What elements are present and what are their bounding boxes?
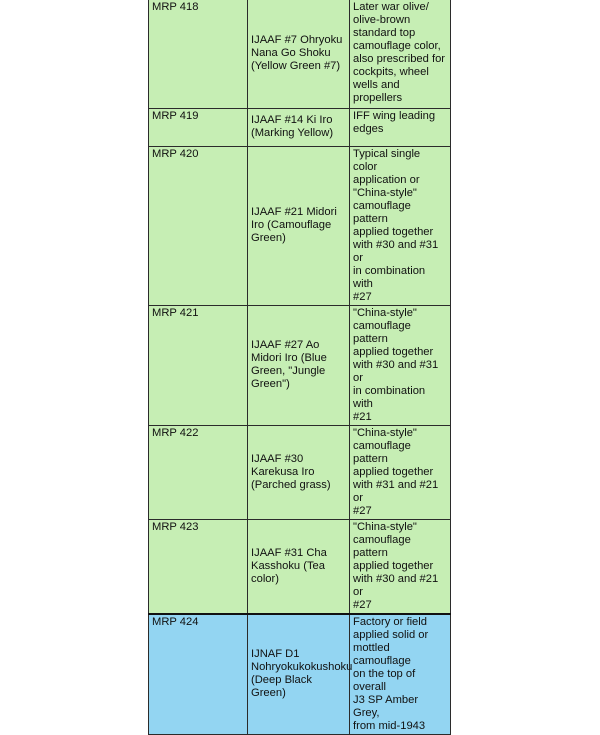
paint-code-cell: MRP 424	[149, 614, 248, 735]
table-row	[149, 305, 451, 425]
paint-reference-table	[148, 0, 451, 735]
paint-code-cell: MRP 421	[149, 305, 248, 425]
usage-description-cell: "China-style" camouflage pattern applied together with #31 and #21 or #27	[350, 425, 451, 519]
usage-description-cell: "China-style" camouflage pattern applied together with #30 and #31 or in combination with #21	[350, 305, 451, 425]
usage-description-cell: "China-style" camouflage pattern applied together with #30 and #21 or #27	[350, 519, 451, 614]
color-name-cell: IJAAF #27 Ao Midori Iro (Blue Green, "Jungle Green")	[248, 305, 350, 425]
usage-description-cell: Later war olive/ olive-brown standard top camouflage color, also prescribed for cockpits, wheel wells and propellers	[350, 0, 451, 108]
color-name-cell: IJAAF #21 Midori Iro (Camouflage Green)	[248, 146, 350, 305]
table-row	[149, 519, 451, 614]
table-row	[149, 425, 451, 519]
paint-code-cell: MRP 423	[149, 519, 248, 614]
color-name-cell: IJAAF #14 Ki Iro (Marking Yellow)	[248, 108, 350, 146]
color-name-cell: IJAAF #30 Karekusa Iro (Parched grass)	[248, 425, 350, 519]
paint-code-cell: MRP 418	[149, 0, 248, 108]
color-name-cell: IJAAF #31 Cha Kasshoku (Tea color)	[248, 519, 350, 614]
usage-description-cell: IFF wing leading edges	[350, 108, 451, 146]
table-row	[149, 108, 451, 146]
paint-code-cell: MRP 420	[149, 146, 248, 305]
paint-code-cell: MRP 422	[149, 425, 248, 519]
table-body	[149, 0, 451, 734]
paint-code-cell: MRP 419	[149, 108, 248, 146]
color-name-cell: IJNAF D1 Nohryokukokushoku (Deep Black Green)	[248, 614, 350, 735]
usage-description-cell: Factory or field applied solid or mottled camouflage on the top of overall J3 SP Amber Grey, from mid-1943	[350, 614, 451, 735]
table-row	[149, 0, 451, 108]
table-row	[149, 146, 451, 305]
table-row	[149, 614, 451, 735]
usage-description-cell: Typical single color application or "China-style" camouflage pattern applied together with #30 and #31 or in combination with #27	[350, 146, 451, 305]
color-name-cell: IJAAF #7 Ohryoku Nana Go Shoku (Yellow Green #7)	[248, 0, 350, 108]
paint-reference-table-wrap	[148, 0, 446, 732]
